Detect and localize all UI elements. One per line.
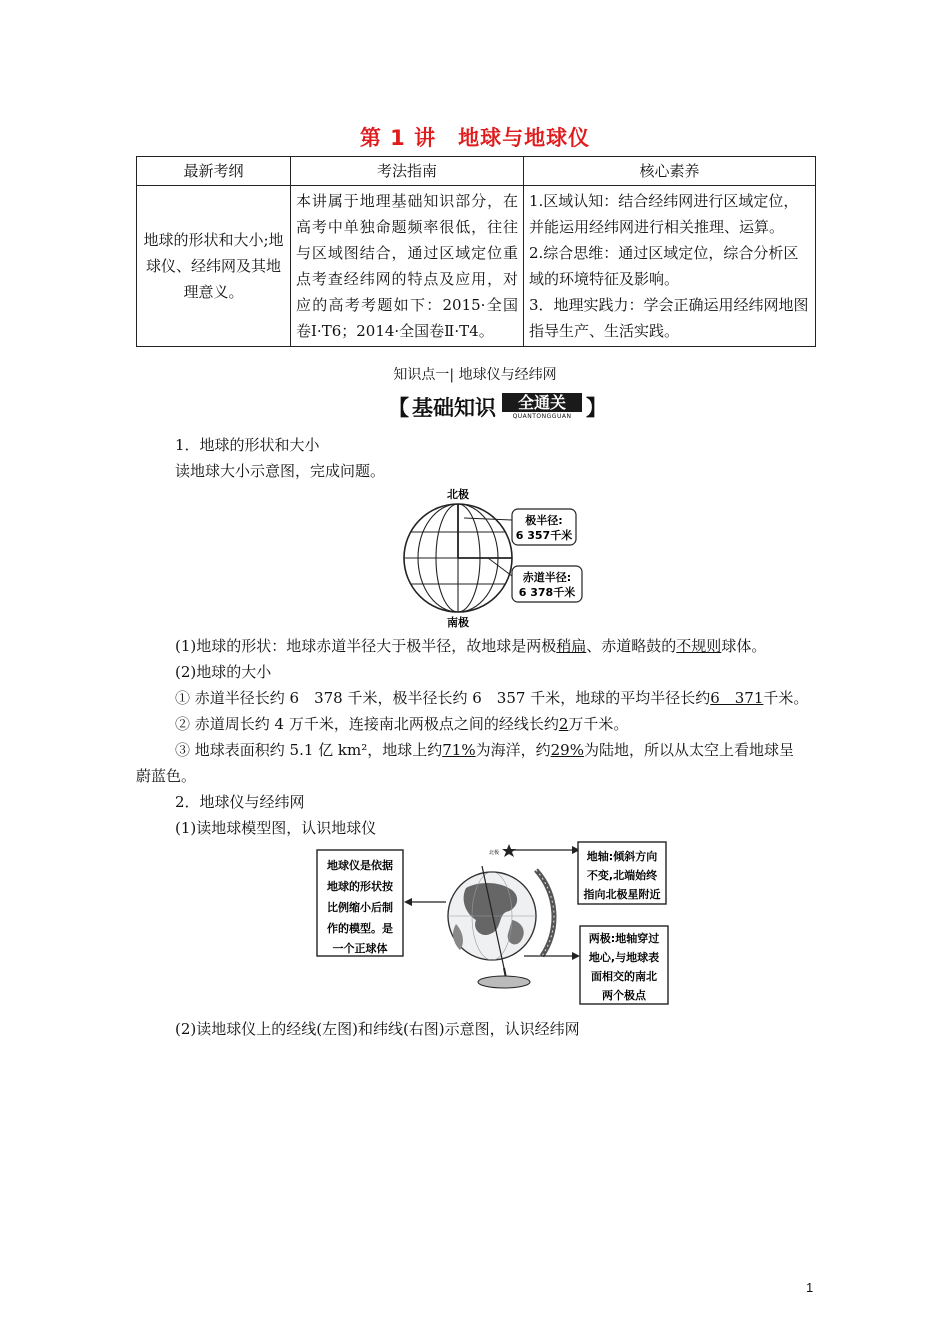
header-syllabus: 最新考纲 — [137, 157, 291, 186]
globe-definition-line: 作的模型。是 — [327, 922, 393, 935]
banner-badge-sub: QUANTONGGUAN — [512, 413, 572, 420]
globe-definition-line: 地球仪是依据 — [327, 859, 393, 872]
s1-item-radius — [175, 685, 808, 711]
table-header-row — [137, 157, 816, 186]
north-star-label: 北极 — [488, 850, 499, 856]
table-row — [137, 186, 816, 347]
banner-badge — [502, 393, 582, 421]
answer-blank: 2 — [558, 715, 569, 733]
north-pole-label: 北极 — [447, 488, 469, 501]
globe-model-figure — [316, 838, 672, 1008]
page-title: 第 1 讲 地球与地球仪 — [359, 126, 591, 150]
earth-axis-line: 不变,北端始终 — [586, 869, 658, 882]
s1-heading: 1．地球的形状和大小 — [175, 436, 320, 454]
polar-callout-line — [464, 518, 512, 520]
globe-definition-line: 一个正球体 — [332, 942, 388, 955]
arrow-head-icon — [572, 952, 580, 960]
s1-para-shape — [175, 633, 766, 659]
polar-radius-value: 6 357千米 — [515, 529, 573, 542]
literacy-item: 2.综合思维：通过区域定位，综合分析区域的环境特征及影响。 — [529, 244, 799, 288]
star-icon — [502, 844, 516, 857]
s1-para-size: (2)地球的大小 — [175, 663, 272, 681]
two-poles-line: 面相交的南北 — [591, 970, 657, 983]
cell-guide: 本讲属于地理基础知识部分，在高考中单独命题频率很低，往往与区域图结合，通过区域定位重点考查经纬网的特点及应用，对应的高考考题如下：2015·全国卷Ⅰ·T6；2014·全国卷Ⅱ·T4。 — [291, 186, 524, 347]
section-banner — [388, 390, 616, 424]
cell-literacy — [524, 186, 816, 347]
answer-blank: 29% — [550, 741, 584, 759]
globe-definition-line: 比例缩小后制 — [327, 901, 393, 914]
globe-definition-line: 地球的形状按 — [327, 880, 393, 893]
literacy-item: 1.区域认知：结合经纬网进行区域定位，并能运用经纬网进行相关推理、运算。 — [529, 192, 799, 236]
polar-radius-label: 极半径: — [525, 514, 563, 527]
equator-radius-label: 赤道半径: — [522, 571, 572, 584]
text-run: 球体。 — [721, 637, 767, 655]
two-poles-line: 两极:地轴穿过 — [588, 932, 660, 945]
earth-axis-line: 地轴:倾斜方向 — [586, 850, 658, 863]
s1-intro: 读地球大小示意图，完成问题。 — [175, 462, 386, 480]
banner-badge-text: 全通关 — [502, 393, 582, 412]
page-number: 1 — [806, 1280, 814, 1295]
banner-text: 基础知识 — [412, 396, 496, 420]
text-run: ③ 地球表面积约 5.1 亿 km²，地球上约 — [175, 741, 443, 759]
south-pole-label: 南极 — [447, 616, 469, 629]
two-poles-line: 两个极点 — [602, 989, 646, 1002]
banner-bracket-right: 】 — [586, 396, 607, 420]
text-run: 、赤道略鼓的 — [586, 637, 677, 655]
text-run: ② 赤道周长约 4 万千米，连接南北两极点之间的经线长约 — [175, 715, 559, 733]
header-guide: 考法指南 — [291, 157, 524, 186]
answer-blank: 稍扁 — [556, 637, 587, 655]
equator-callout-line — [488, 558, 512, 576]
text-run: (1)地球的形状：地球赤道半径大于极半径，故地球是两极 — [175, 637, 557, 655]
equator-radius-value: 6 378千米 — [518, 586, 576, 599]
s2-para-grid: (2)读地球仪上的经线(左图)和纬线(右图)示意图，认识经纬网 — [175, 1020, 580, 1038]
header-literacy: 核心素养 — [524, 157, 816, 186]
s1-item-area — [175, 737, 794, 763]
answer-blank: 6 371 — [710, 689, 764, 707]
earth-size-figure — [400, 486, 590, 630]
text-run: 万千米。 — [568, 715, 629, 733]
text-run: 为陆地，所以从太空上看地球呈 — [583, 741, 794, 759]
knowledge-point-heading: 知识点一| 地球仪与经纬网 — [393, 367, 557, 383]
s1-item-area-cont: 蔚蓝色。 — [136, 767, 197, 785]
answer-blank: 71% — [442, 741, 476, 759]
s2-heading: 2．地球仪与经纬网 — [175, 793, 305, 811]
answer-blank: 不规则 — [676, 637, 722, 655]
globe-base — [478, 976, 530, 988]
banner-bracket-left: 【 — [388, 396, 409, 420]
text-run: 千米。 — [763, 689, 809, 707]
text-run: ① 赤道半径长约 6 378 千米，极半径长约 6 357 千米，地球的平均半径长约 — [175, 689, 711, 707]
literacy-item: 3．地理实践力：学会正确运用经纬网地图指导生产、生活实践。 — [529, 296, 809, 340]
s2-para-globe: (1)读地球模型图，认识地球仪 — [175, 819, 377, 837]
earth-axis-line: 指向北极星附近 — [583, 888, 661, 901]
arrow-head-icon — [404, 898, 412, 906]
cell-syllabus: 地球的形状和大小;地球仪、经纬网及其地理意义。 — [137, 186, 291, 347]
text-run: 为海洋，约 — [475, 741, 551, 759]
two-poles-line: 地心,与地球表 — [588, 951, 660, 964]
s1-item-circumference — [175, 711, 628, 737]
syllabus-table — [136, 156, 816, 347]
